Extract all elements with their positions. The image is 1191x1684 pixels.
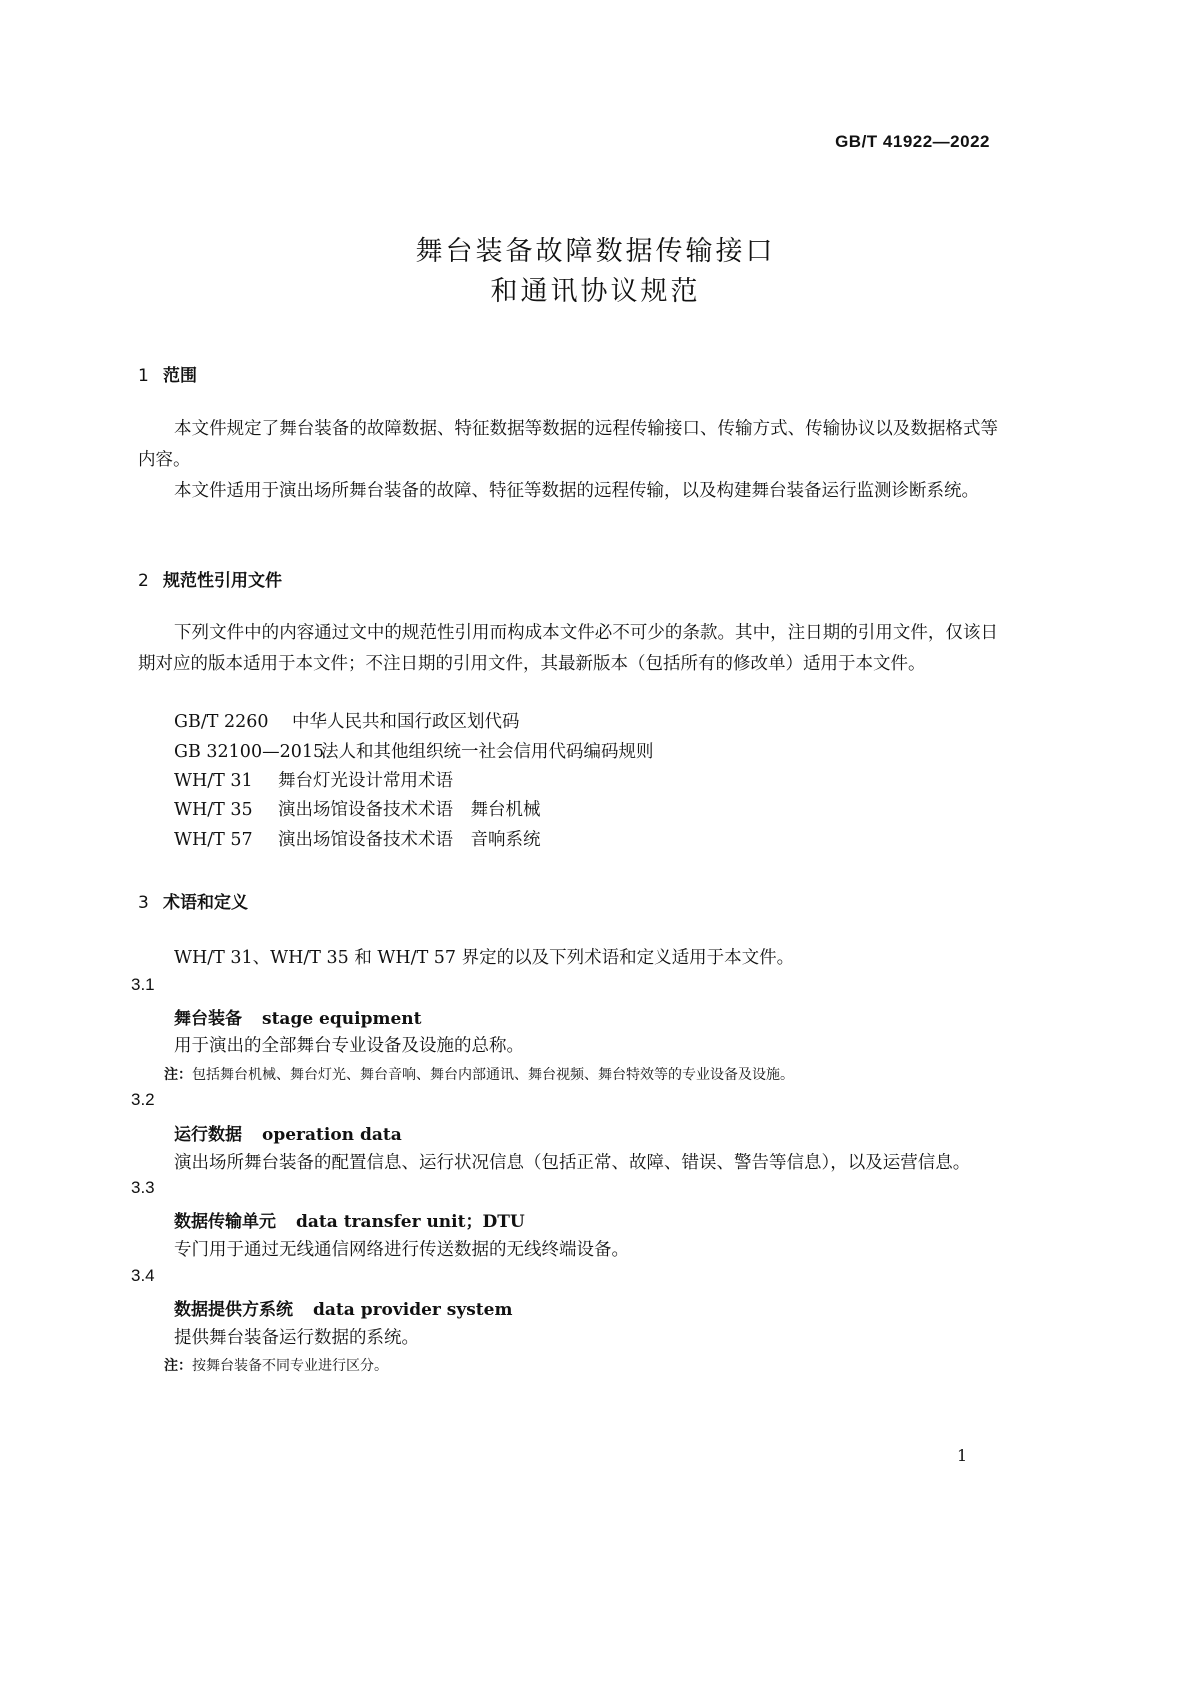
term-number: 3.3 xyxy=(131,1178,155,1197)
term-number: 3.2 xyxy=(131,1090,155,1109)
section-number: 2 xyxy=(138,571,149,591)
reference-item xyxy=(174,738,654,763)
reference-name: 中华人民共和国行政区划代码 xyxy=(292,712,520,732)
note-label: 注： xyxy=(164,1358,192,1374)
reference-code: WH/T 57 xyxy=(174,830,253,850)
reference-code: GB 32100—2015 xyxy=(174,742,325,762)
term-title xyxy=(174,1004,421,1029)
reference-code: WH/T 35 xyxy=(174,800,253,820)
section-2-heading xyxy=(138,566,282,591)
term-definition: 提供舞台装备运行数据的系统。 xyxy=(174,1328,419,1348)
reference-name: 演出场馆设备技术术语 舞台机械 xyxy=(278,800,541,820)
term-zh: 舞台装备 xyxy=(174,1009,242,1029)
paragraph: 本文件规定了舞台装备的故障数据、特征数据等数据的远程传输接口、传输方式、传输协议以及数据格式等内容。 xyxy=(138,419,998,470)
term-title xyxy=(174,1120,402,1145)
page-number: 1 xyxy=(957,1446,968,1465)
term-zh: 运行数据 xyxy=(174,1125,242,1145)
term-number: 3.4 xyxy=(131,1266,155,1285)
section-title: 规范性引用文件 xyxy=(163,571,282,591)
paragraph: 本文件适用于演出场所舞台装备的故障、特征等数据的远程传输，以及构建舞台装备运行监测诊断系统。 xyxy=(174,481,979,501)
section-title: 范围 xyxy=(163,366,197,386)
section-title: 术语和定义 xyxy=(163,893,248,913)
section-1-heading xyxy=(138,361,197,386)
term-title xyxy=(174,1207,525,1232)
term-definition: 演出场所舞台装备的配置信息、运行状况信息（包括正常、故障、错误、警告等信息），以及运营信息。 xyxy=(174,1153,971,1173)
note-text: 按舞台装备不同专业进行区分。 xyxy=(192,1358,388,1374)
reference-item xyxy=(174,826,541,851)
reference-name: 演出场馆设备技术术语 音响系统 xyxy=(278,830,541,850)
section-3-heading xyxy=(138,888,248,913)
term-definition: 用于演出的全部舞台专业设备及设施的总称。 xyxy=(174,1036,524,1056)
reference-item xyxy=(174,708,520,733)
note-label: 注： xyxy=(164,1067,192,1083)
document-title-line1: 舞台装备故障数据传输接口 xyxy=(415,236,776,267)
term-en: operation data xyxy=(262,1125,402,1145)
section-1-body xyxy=(138,414,998,507)
term-title xyxy=(174,1295,512,1320)
note-text: 包括舞台机械、舞台灯光、舞台音响、舞台内部通讯、舞台视频、舞台特效等的专业设备及设施。 xyxy=(192,1067,794,1083)
paragraph: 下列文件中的内容通过文中的规范性引用而构成本文件必不可少的条款。其中，注日期的引用文件，仅该日期对应的版本适用于本文件；不注日期的引用文件，其最新版本（包括所有的修改单）适用于本文件。 xyxy=(138,623,998,674)
term-note xyxy=(164,1355,388,1375)
term-note xyxy=(164,1064,794,1084)
section-2-body xyxy=(138,618,998,680)
reference-name: 法人和其他组织统一社会信用代码编码规则 xyxy=(321,742,654,762)
term-zh: 数据提供方系统 xyxy=(174,1300,293,1320)
reference-code: GB/T 2260 xyxy=(174,712,269,732)
section-3-intro: WH/T 31、WH/T 35 和 WH/T 57 界定的以及下列术语和定义适用于本文件。 xyxy=(174,948,795,968)
term-en: data provider system xyxy=(313,1300,513,1320)
term-zh: 数据传输单元 xyxy=(174,1212,276,1232)
document-title-line2: 和通讯协议规范 xyxy=(490,276,701,307)
term-en: stage equipment xyxy=(262,1009,422,1029)
term-number: 3.1 xyxy=(131,975,155,994)
reference-name: 舞台灯光设计常用术语 xyxy=(278,771,453,791)
reference-code: WH/T 31 xyxy=(174,771,253,791)
reference-item xyxy=(174,796,541,821)
section-number: 1 xyxy=(138,366,149,386)
term-definition: 专门用于通过无线通信网络进行传送数据的无线终端设备。 xyxy=(174,1240,629,1260)
term-en: data transfer unit；DTU xyxy=(296,1212,525,1232)
reference-item xyxy=(174,767,453,792)
section-number: 3 xyxy=(138,893,149,913)
standard-code: GB/T 41922—2022 xyxy=(835,132,990,151)
